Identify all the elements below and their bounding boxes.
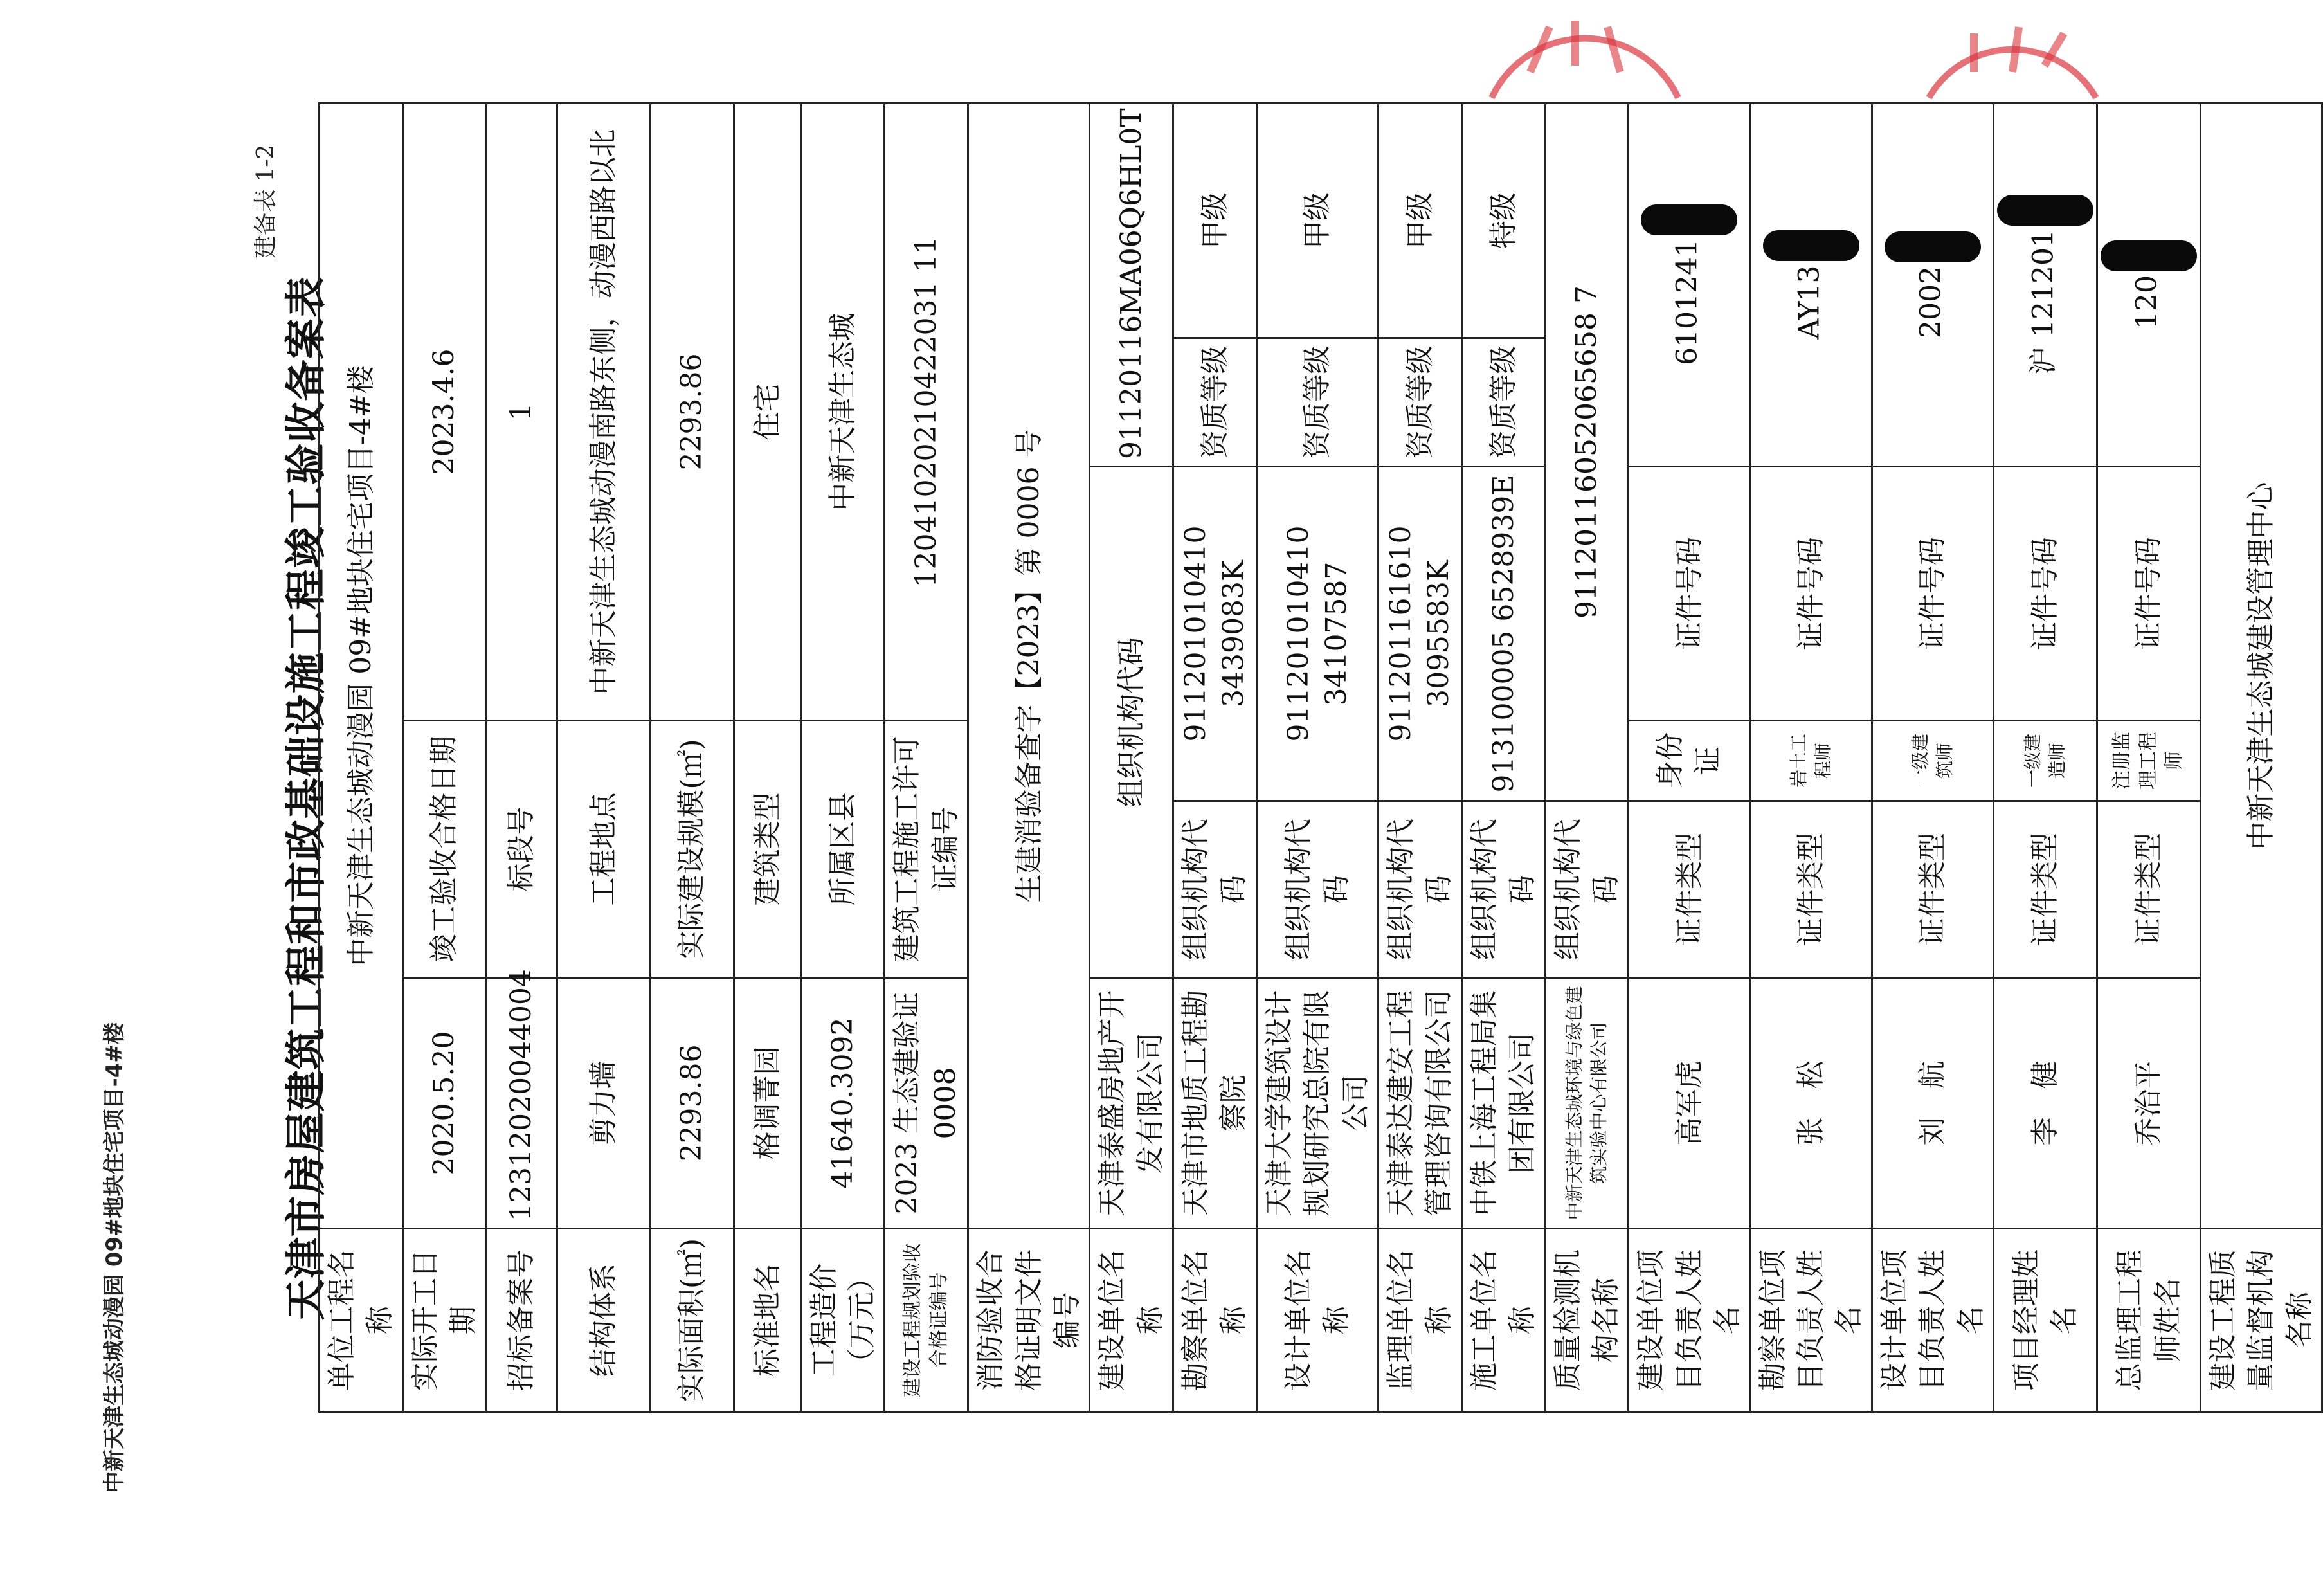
cell-builder-lead-no: 6101241 <box>1670 239 1704 365</box>
cell-cost: 41640.3092 <box>801 978 885 1229</box>
cell-type-label: 建筑类型 <box>734 721 801 978</box>
cell-chief-cert-type-label: 证件类型 <box>2097 801 2200 978</box>
cell-chief: 乔治平 <box>2097 978 2200 1229</box>
cell-builder-name: 天津泰盛房地产开发有限公司 <box>1090 978 1173 1229</box>
cell-survey-qual-label: 资质等级 <box>1173 338 1257 467</box>
cell-survey-lead-cert-type-label: 证件类型 <box>1750 801 1872 978</box>
cell-builder-lead-no-wrap <box>1629 103 1750 466</box>
form-number: 建备表 1-2 <box>253 144 279 258</box>
cell-contractor-qual-label: 资质等级 <box>1461 338 1545 467</box>
cell-bid-no-label: 招标备案号 <box>486 1229 557 1412</box>
cell-survey-lead-label: 勘察单位项目负责人姓名 <box>1750 1229 1872 1412</box>
cell-builder-lead-cert-no-label: 证件号码 <box>1629 467 1750 721</box>
cell-testing-code-label: 组织机构代码 <box>1545 801 1629 978</box>
cell-pm-cert-no-label: 证件号码 <box>1993 467 2097 721</box>
header-project-line: 中新天津生态城动漫园 09#地块住宅项目-4#楼 <box>102 1022 127 1493</box>
cell-contractor-code: 913100005 6528939E <box>1461 467 1545 801</box>
cell-permit: 12041020210422031 11 <box>885 103 968 720</box>
cell-supervisor-name: 天津泰达建安工程管理咨询有限公司 <box>1378 978 1462 1229</box>
cell-area-label: 实际面积(㎡) <box>650 1229 734 1412</box>
redaction-mark <box>1997 195 2093 226</box>
cell-chief-no-wrap <box>2097 103 2200 466</box>
cell-supervisor-code: 911201161610 3095583K <box>1378 467 1462 801</box>
cell-project-name: 中新天津生态城动漫园 09#地块住宅项目-4#楼 <box>320 103 403 1228</box>
cell-fire-label: 消防验收合格证明文件编号 <box>968 1229 1090 1412</box>
cell-pm-no-wrap <box>1993 103 2097 466</box>
cell-area: 2293.86 <box>650 978 734 1229</box>
cell-org-code-header: 组织机构代码 <box>1090 467 1173 978</box>
redaction-mark <box>1885 231 1981 262</box>
cell-survey-lead-cert-no-label: 证件号码 <box>1750 467 1872 721</box>
cell-builder-lead-cert: 身份证 <box>1629 721 1750 801</box>
cell-contractor-name: 中铁上海工程局集团有限公司 <box>1461 978 1545 1229</box>
official-seal-mark <box>1479 1 1691 111</box>
cell-survey-qual: 甲级 <box>1173 103 1257 338</box>
cell-bid-no: 12312020044004 <box>486 978 557 1229</box>
cell-district-label: 所属区县 <box>801 721 885 978</box>
cell-chief-cert: 注册监理工程师 <box>2097 721 2200 801</box>
cell-contractor-qual: 特级 <box>1461 103 1545 338</box>
cell-design-lead-cert-no-label: 证件号码 <box>1872 467 1993 721</box>
cell-scale-label: 实际建设规模(㎡) <box>650 721 734 978</box>
cell-testing-label: 质量检测机构名称 <box>1545 1229 1629 1412</box>
cell-supervisor-code-label: 组织机构代码 <box>1378 801 1462 978</box>
cell-start-date-label: 实际开工日期 <box>402 1229 486 1412</box>
cell-pm-cert: 一级建造师 <box>1993 721 2097 801</box>
cell-testing-code: 91120116052065658 7 <box>1545 103 1629 801</box>
cell-survey-lead-cert: 岩土工程师 <box>1750 721 1872 801</box>
cell-survey-label: 勘察单位名称 <box>1173 1229 1257 1412</box>
cell-standard-name-label: 标准地名 <box>734 1229 801 1412</box>
official-seal-mark-2 <box>1916 1 2109 111</box>
cell-pm-label: 项目经理姓名 <box>1993 1229 2097 1412</box>
cell-pm-no: 沪 121201 <box>2027 230 2060 375</box>
cell-permit-label: 建筑工程施工许可证编号 <box>885 721 968 978</box>
cell-builder-lead-cert-type-label: 证件类型 <box>1629 801 1750 978</box>
redaction-mark <box>2101 240 2197 271</box>
cell-accept-date-label: 竣工验收合格日期 <box>402 721 486 978</box>
cell-supervisor-qual-label: 资质等级 <box>1378 338 1462 467</box>
cell-design-qual: 甲级 <box>1256 103 1378 338</box>
cell-design-code: 911201010410 34107587 <box>1256 467 1378 801</box>
cell-cost-label: 工程造价（万元） <box>801 1229 885 1412</box>
cell-standard-name: 格调菁园 <box>734 978 801 1229</box>
cell-survey-lead-no: AY13 <box>1793 265 1826 340</box>
cell-survey-lead-no-wrap <box>1750 103 1872 466</box>
cell-section-label: 标段号 <box>486 721 557 978</box>
cell-builder-code: 91120116MA06Q6HL0T <box>1090 103 1173 466</box>
cell-accept-date: 2023.4.6 <box>402 103 486 720</box>
cell-builder-label: 建设单位名称 <box>1090 1229 1173 1412</box>
cell-design-name: 天津大学建筑设计规划研究总院有限公司 <box>1256 978 1378 1229</box>
cell-design-label: 设计单位名称 <box>1256 1229 1378 1412</box>
cell-chief-label: 总监理工程师姓名 <box>2097 1229 2200 1412</box>
cell-fire: 生建消验备查字【2023】第 0006 号 <box>968 103 1090 1228</box>
cell-design-lead-label: 设计单位项目负责人姓名 <box>1872 1229 1993 1412</box>
cell-contractor-label: 施工单位名称 <box>1461 1229 1545 1412</box>
cell-location: 中新天津生态城动漫南路东侧，动漫西路以北 <box>557 103 650 720</box>
cell-location-label: 工程地点 <box>557 721 650 978</box>
cell-design-lead-no: 2002 <box>1914 266 1948 338</box>
cell-design-qual-label: 资质等级 <box>1256 338 1378 467</box>
cell-builder-lead: 高军虎 <box>1629 978 1750 1229</box>
cell-survey-lead: 张 松 <box>1750 978 1872 1229</box>
cell-design-lead: 刘 航 <box>1872 978 1993 1229</box>
cell-section: 1 <box>486 103 557 720</box>
cell-planning-label: 建设工程规划验收合格证编号 <box>885 1229 968 1412</box>
cell-survey-code: 911201010410 3439083K <box>1173 467 1257 801</box>
cell-supervision-name: 中新天津生态城建设管理中心 <box>2200 103 2322 1228</box>
cell-pm: 李 健 <box>1993 978 2097 1229</box>
cell-chief-cert-no-label: 证件号码 <box>2097 467 2200 721</box>
cell-chief-no: 120 <box>2130 275 2164 329</box>
cell-type: 住宅 <box>734 103 801 720</box>
cell-planning: 2023 生态建验证 0008 <box>885 978 968 1229</box>
cell-design-lead-cert-type-label: 证件类型 <box>1872 801 1993 978</box>
cell-supervision-label: 建设工程质量监督机构名称 <box>2200 1229 2322 1412</box>
document-title: 天津市房屋建筑工程和市政基础设施工程竣工验收备案表 <box>283 275 330 1321</box>
cell-builder-lead-label: 建设单位项目负责人姓名 <box>1629 1229 1750 1412</box>
cell-survey-code-label: 组织机构代码 <box>1173 801 1257 978</box>
cell-start-date: 2020.5.20 <box>402 978 486 1229</box>
cell-supervisor-qual: 甲级 <box>1378 103 1462 338</box>
cell-scale: 2293.86 <box>650 103 734 720</box>
cell-structure-label: 结构体系 <box>557 1229 650 1412</box>
redaction-mark <box>1763 230 1859 261</box>
cell-survey-name: 天津市地质工程勘察院 <box>1173 978 1257 1229</box>
cell-contractor-code-label: 组织机构代码 <box>1461 801 1545 978</box>
cell-design-lead-cert: 一级建筑师 <box>1872 721 1993 801</box>
cell-design-lead-no-wrap <box>1872 103 1993 466</box>
cell-structure: 剪力墙 <box>557 978 650 1229</box>
cell-pm-cert-type-label: 证件类型 <box>1993 801 2097 978</box>
cell-district: 中新天津生态城 <box>801 103 885 720</box>
cell-testing-name: 中新天津生态城环境与绿色建筑实验中心有限公司 <box>1545 978 1629 1229</box>
cell-project-name-label: 单位工程名称 <box>320 1229 403 1412</box>
record-form-table <box>318 102 2323 1413</box>
cell-design-code-label: 组织机构代码 <box>1256 801 1378 978</box>
cell-supervisor-label: 监理单位名称 <box>1378 1229 1462 1412</box>
redaction-mark <box>1641 204 1737 235</box>
